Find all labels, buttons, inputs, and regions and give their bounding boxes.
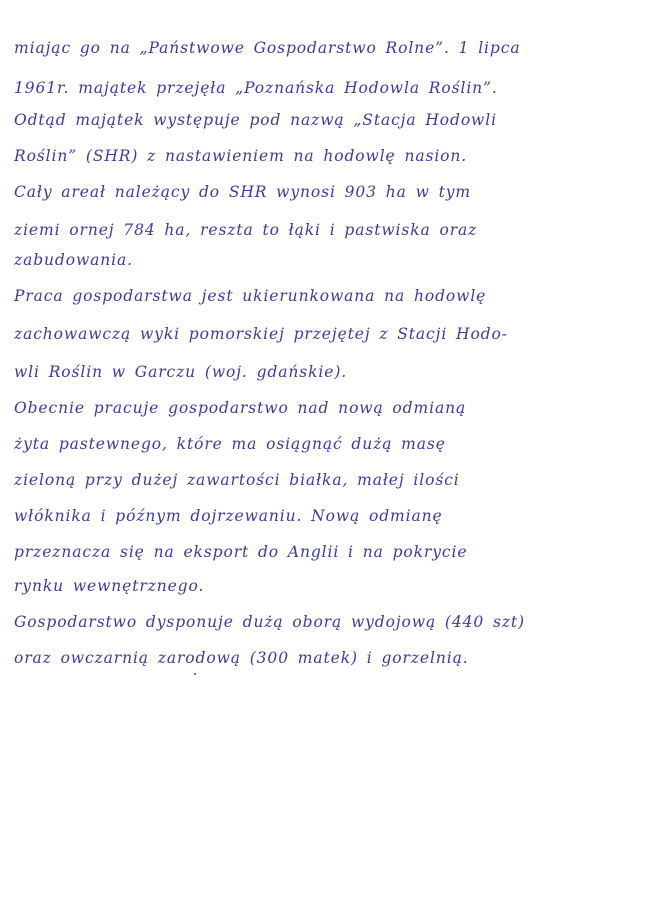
text-line-9: zachowawczą wyki pomorskiej przejętej z Stacji Hodo- <box>14 325 508 343</box>
text-line-11: Obecnie pracuje gospodarstwo nad nową odmianą <box>14 399 467 417</box>
text-line-3: Odtąd majątek występuje pod nazwą „Stacja Hodowli <box>14 111 497 129</box>
text-line-5: Cały areał należący do SHR wynosi 903 ha w tym <box>14 183 471 201</box>
text-line-12: żyta pastewnego, które ma osiągnąć dużą masę <box>14 435 446 453</box>
text-line-18: oraz owczarnią zarodową (300 matek) i gorzelnią. <box>14 649 469 667</box>
text-line-1: miając go na „Państwowe Gospodarstwo Rolne”. 1 lipca <box>14 39 521 57</box>
text-line-2: 1961r. majątek przejęła „Poznańska Hodowla Roślin”. <box>14 79 498 97</box>
text-line-17: Gospodarstwo dysponuje dużą oborą wydojową (440 szt) <box>14 613 525 631</box>
text-line-14: włóknika i późnym dojrzewaniu. Nową odmianę <box>14 507 443 525</box>
text-line-7: zabudowania. <box>14 251 133 269</box>
text-line-13: zieloną przy dużej zawartości białka, małej ilości <box>14 471 460 489</box>
text-line-16: rynku wewnętrznego. <box>14 577 205 595</box>
text-line-4: Roślin” (SHR) z nastawieniem na hodowlę nasion. <box>14 147 468 165</box>
stray-ink-dot <box>194 673 196 675</box>
text-line-10: wli Roślin w Garczu (woj. gdańskie). <box>14 363 348 381</box>
text-line-15: przeznacza się na eksport do Anglii i na pokrycie <box>14 543 468 561</box>
text-line-8: Praca gospodarstwa jest ukierunkowana na hodowlę <box>14 287 487 305</box>
text-line-6: ziemi ornej 784 ha, reszta to łąki i pastwiska oraz <box>14 221 478 239</box>
